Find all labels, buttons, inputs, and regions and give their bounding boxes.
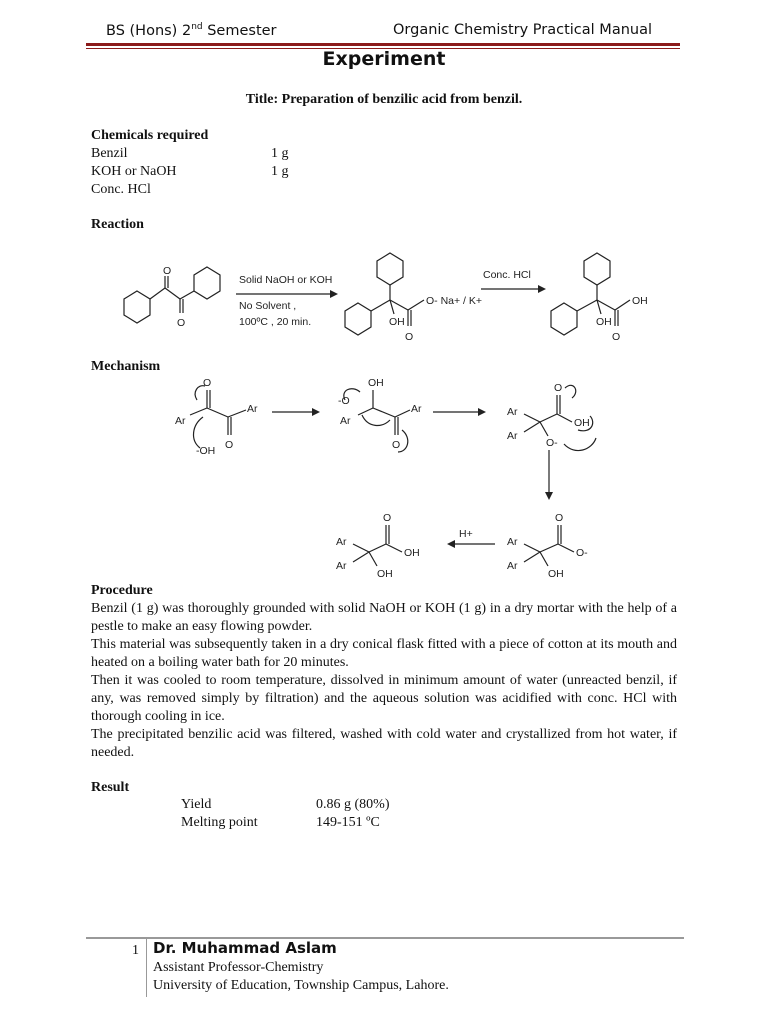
benzil-o-label: O <box>163 265 172 277</box>
mech-oh-label: OH <box>574 417 590 429</box>
footer-author: Dr. Muhammad Aslam <box>153 939 337 957</box>
mechanism-heading: Mechanism <box>91 359 161 374</box>
reaction-heading: Reaction <box>91 217 144 232</box>
result-value: 0.86 g (80%) <box>316 797 390 812</box>
procedure-heading: Procedure <box>91 583 153 598</box>
mech-h-plus-label: H+ <box>459 528 473 540</box>
mech-o-label: O <box>383 512 392 524</box>
mech-ar-label: Ar <box>507 560 518 572</box>
benzilic-acid-structure <box>551 253 630 335</box>
chemical-name: Conc. HCl <box>91 182 151 197</box>
mech-o-label: O <box>554 382 563 394</box>
page-heading: Experiment <box>322 48 446 70</box>
mech-o-label: O <box>225 439 234 451</box>
mech-oh-label: OH <box>548 568 564 580</box>
result-value: 149-151 ºC <box>316 815 380 830</box>
footer-affiliation: University of Education, Township Campus, Lahore. <box>153 978 449 993</box>
chemical-qty: 1 g <box>271 164 289 179</box>
header-rule <box>86 43 680 46</box>
mech-o-label: O <box>555 512 564 524</box>
mech-o-label: O <box>203 377 212 389</box>
result-label: Melting point <box>181 815 258 830</box>
mech-oh-label: OH <box>368 377 384 389</box>
mech-ar-label: Ar <box>507 406 518 418</box>
benzil-structure <box>124 267 220 323</box>
mech-ar-label: Ar <box>507 536 518 548</box>
header-program: BS (Hons) 2nd Semester <box>106 22 277 39</box>
procedure-paragraph: This material was subsequently taken in a dry conical flask fitted with a piece of cotton at its mouth and heated on a boiling water bath for 20 minutes. <box>91 637 677 670</box>
salt-label: O- Na+ / K+ <box>426 295 483 307</box>
procedure-paragraph: Then it was cooled to room temperature, dissolved in minimum amount of water (unreacted benzil, if any, was removed simply by filtration) and the aqueous solution was acidified with conc. HCl with thorough cooling in ice. <box>91 673 677 724</box>
mech-ar-label: Ar <box>411 403 422 415</box>
benzilate-salt-structure <box>345 253 424 335</box>
result-heading: Result <box>91 780 130 795</box>
header-program-sup: nd <box>191 22 203 32</box>
mechanism-scheme <box>0 370 768 585</box>
header-manual-title: Organic Chemistry Practical Manual <box>393 22 652 38</box>
experiment-title: Title: Preparation of benzilic acid from benzil. <box>245 92 523 107</box>
reaction-scheme <box>0 240 768 355</box>
mech-oh-label: OH <box>404 547 420 559</box>
procedure-paragraph: Benzil (1 g) was thoroughly grounded with solid NaOH or KOH (1 g) in a dry mortar with the help of a pestle to make an easy flowing powder. <box>91 601 677 634</box>
mech-o-minus-label: O- <box>546 437 558 449</box>
mech-o-label: O <box>392 439 401 451</box>
acid-o-label: O <box>612 331 621 343</box>
step1-reagent-label: Solid NaOH or KOH <box>239 274 333 286</box>
salt-o-label: O <box>405 331 414 343</box>
chemical-qty: 1 g <box>271 146 289 161</box>
footer-divider <box>146 939 147 997</box>
result-label: Yield <box>181 797 212 812</box>
step2-reagent-label: Conc. HCl <box>483 269 531 281</box>
mech-ar-label: Ar <box>507 430 518 442</box>
footer-position: Assistant Professor-Chemistry <box>153 960 324 975</box>
mech-oh-label: OH <box>377 568 393 580</box>
acid-oh-label: OH <box>632 295 648 307</box>
mech-ar-label: Ar <box>175 415 186 427</box>
step1-solvent-label: No Solvent , <box>239 300 297 312</box>
mech-ar-label: Ar <box>340 415 351 427</box>
chemical-name: KOH or NaOH <box>91 164 177 179</box>
mech-hydroxide-label: -OH <box>196 445 216 457</box>
chemical-name: Benzil <box>91 146 128 161</box>
mech-ar-label: Ar <box>336 536 347 548</box>
mech-o-minus-label: -O <box>338 395 350 407</box>
step1-condition-label: 100ºC , 20 min. <box>239 316 312 328</box>
mech-o-minus-label: O- <box>576 547 588 559</box>
mech-ar-label: Ar <box>336 560 347 572</box>
mech-ar-label: Ar <box>247 403 258 415</box>
page-number: 1 <box>132 943 139 958</box>
benzil-o-label: O <box>177 317 186 329</box>
procedure-paragraph: The precipitated benzilic acid was filtered, washed with cold water and crystallized from hot water, if needed. <box>91 727 677 760</box>
salt-oh-label: OH <box>389 316 405 328</box>
chemicals-heading: Chemicals required <box>91 128 209 143</box>
acid-alpha-oh-label: OH <box>596 316 612 328</box>
